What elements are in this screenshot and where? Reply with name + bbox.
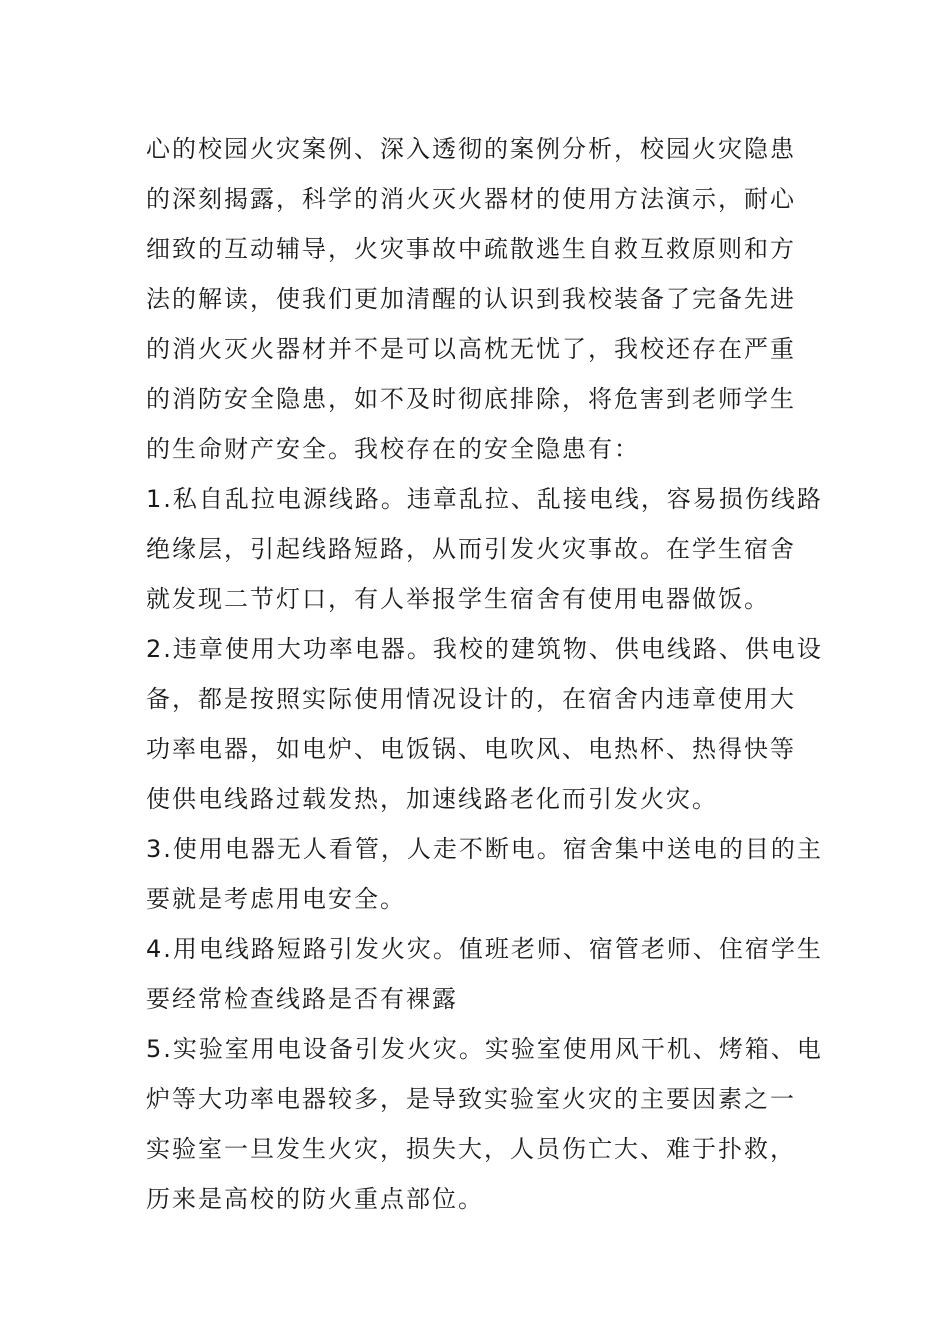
text-line: 的消防安全隐患，如不及时彻底排除，将危害到老师学生 (146, 385, 796, 413)
list-item-2-line: 2.违章使用大功率电器。我校的建筑物、供电线路、供电设 (146, 635, 823, 663)
list-item-3-line: 3.使用电器无人看管，人走不断电。宿舍集中送电的目的主 (146, 835, 823, 863)
text-line: 的消火灭火器材并不是可以高枕无忧了，我校还存在严重 (146, 335, 796, 363)
text-line: 法的解读，使我们更加清醒的认识到我校装备了完备先进 (146, 285, 796, 313)
text-line: 功率电器，如电炉、电饭锅、电吹风、电热杯、热得快等 (146, 735, 796, 763)
text-line: 要经常检查线路是否有裸露 (146, 985, 458, 1013)
text-line: 的生命财产安全。我校存在的安全隐患有： (146, 435, 640, 463)
text-line: 心的校园火灾案例、深入透彻的案例分析，校园火灾隐患 (146, 135, 796, 163)
text-line: 的深刻揭露，科学的消火灭火器材的使用方法演示，耐心 (146, 185, 796, 213)
text-line: 绝缘层，引起线路短路，从而引发火灾事故。在学生宿舍 (146, 535, 796, 563)
list-item-5-line: 5.实验室用电设备引发火灾。实验室使用风干机、烤箱、电 (146, 1035, 823, 1063)
document-body (146, 124, 823, 1224)
text-line: 实验室一旦发生火灾，损失大，人员伤亡大、难于扑救， (146, 1135, 796, 1163)
text-line: 要就是考虑用电安全。 (146, 885, 406, 913)
text-line: 备，都是按照实际使用情况设计的，在宿舍内违章使用大 (146, 685, 796, 713)
list-item-1-line: 1.私自乱拉电源线路。违章乱拉、乱接电线，容易损伤线路 (146, 485, 823, 513)
list-item-4-line: 4.用电线路短路引发火灾。值班老师、宿管老师、住宿学生 (146, 935, 823, 963)
text-line: 历来是高校的防火重点部位。 (146, 1185, 484, 1213)
text-line: 细致的互动辅导，火灾事故中疏散逃生自救互救原则和方 (146, 235, 796, 263)
text-line: 炉等大功率电器较多，是导致实验室火灾的主要因素之一 (146, 1085, 796, 1113)
text-line: 就发现二节灯口，有人举报学生宿舍有使用电器做饭。 (146, 585, 770, 613)
text-line: 使供电线路过载发热，加速线路老化而引发火灾。 (146, 785, 718, 813)
